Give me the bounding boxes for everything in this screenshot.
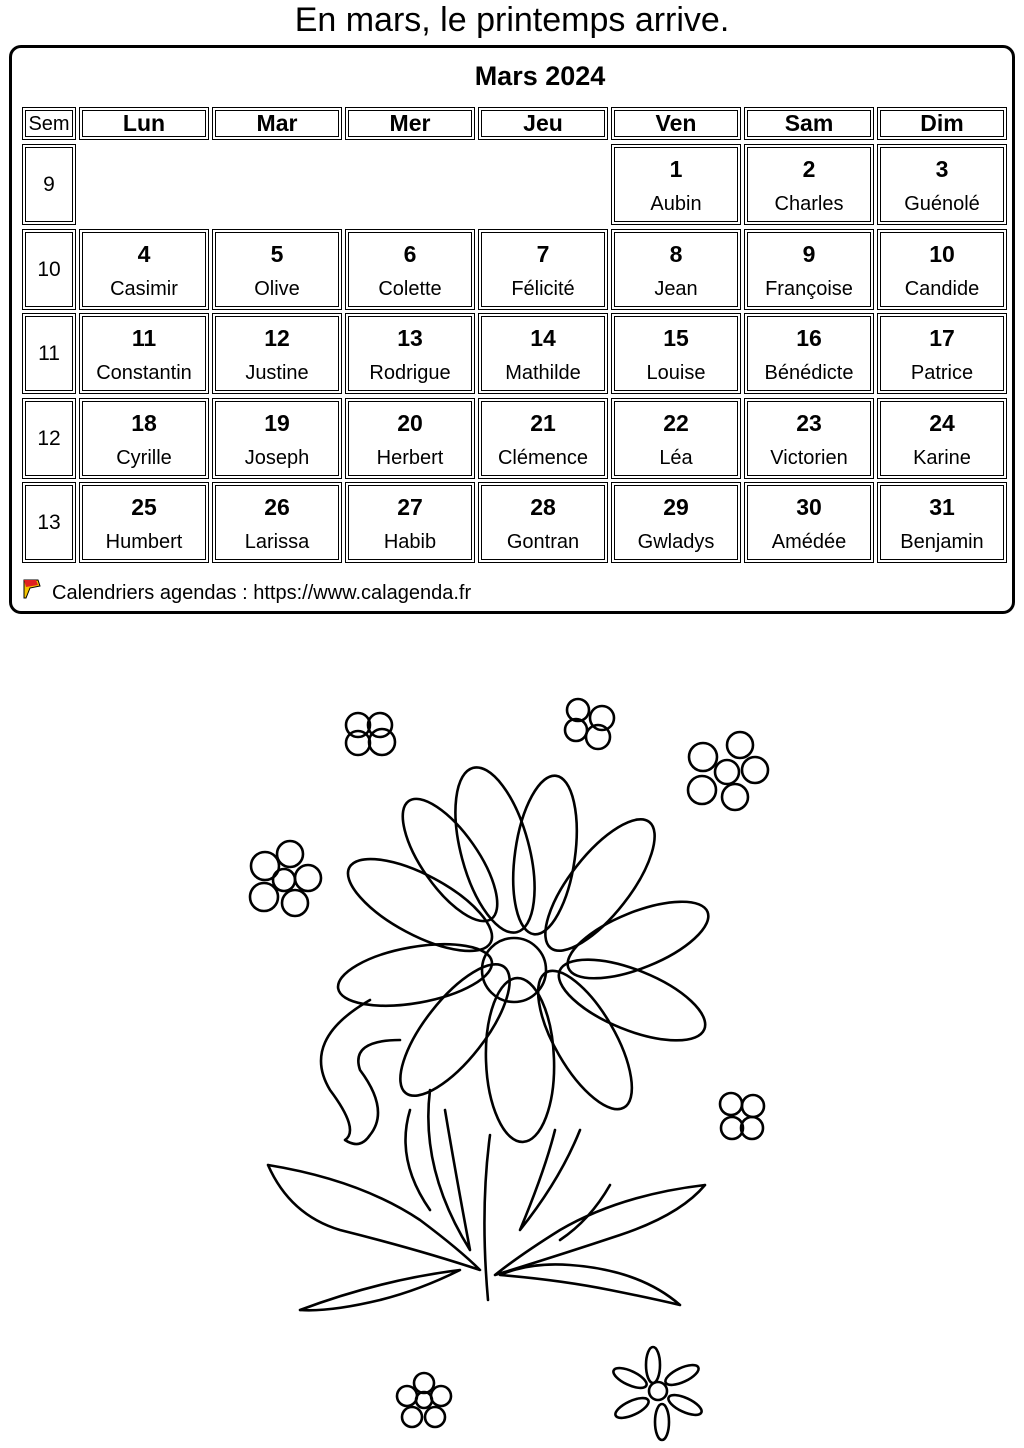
day-cell[interactable] bbox=[744, 398, 874, 479]
saint-name: Léa bbox=[659, 447, 693, 469]
day-header-mar: Mar bbox=[212, 107, 342, 140]
small-flower-icon bbox=[720, 1093, 764, 1139]
day-cell[interactable] bbox=[877, 398, 1007, 479]
small-flower-icon bbox=[397, 1373, 451, 1427]
page-headline: En mars, le printemps arrive. bbox=[294, 1, 730, 39]
day-header-dim: Dim bbox=[877, 107, 1007, 140]
day-cell[interactable] bbox=[345, 482, 475, 563]
saint-name: Joseph bbox=[244, 447, 310, 469]
saint-name: Charles bbox=[774, 193, 844, 215]
day-cell[interactable] bbox=[611, 229, 741, 310]
day-cell[interactable] bbox=[744, 482, 874, 563]
day-number: 24 bbox=[929, 410, 955, 436]
flower-coloring-icon bbox=[0, 640, 1024, 1448]
day-number: 30 bbox=[796, 494, 822, 520]
day-header-ven: Ven bbox=[611, 107, 741, 140]
day-number: 15 bbox=[663, 325, 689, 351]
saint-name: Félicité bbox=[511, 278, 575, 300]
day-number: 13 bbox=[397, 325, 423, 351]
day-cell[interactable] bbox=[345, 313, 475, 394]
saint-name: Patrice bbox=[910, 362, 974, 384]
saint-name: Louise bbox=[646, 362, 706, 384]
week-column-header: Sem bbox=[22, 107, 76, 140]
day-number: 19 bbox=[264, 410, 290, 436]
week-number: 11 bbox=[22, 313, 76, 394]
day-cell[interactable] bbox=[744, 229, 874, 310]
day-cell[interactable] bbox=[611, 398, 741, 479]
day-number: 4 bbox=[137, 241, 151, 267]
saint-name: Constantin bbox=[96, 362, 192, 384]
saint-name: Gontran bbox=[506, 531, 580, 553]
day-header-lun: Lun bbox=[79, 107, 209, 140]
calendar-title: Mars 2024 bbox=[474, 61, 606, 91]
day-cell[interactable] bbox=[478, 229, 608, 310]
small-flower-icon bbox=[688, 732, 768, 810]
day-number: 2 bbox=[802, 156, 816, 182]
saint-name: Gwladys bbox=[637, 531, 715, 553]
daisy-icon bbox=[611, 1347, 705, 1440]
day-header-sam: Sam bbox=[744, 107, 874, 140]
saint-name: Bénédicte bbox=[764, 362, 854, 384]
day-cell[interactable] bbox=[79, 398, 209, 479]
day-number: 20 bbox=[397, 410, 423, 436]
saint-name: Larissa bbox=[244, 531, 310, 553]
saint-name: Aubin bbox=[650, 193, 702, 215]
saint-name: Habib bbox=[383, 531, 437, 553]
day-cell[interactable] bbox=[877, 144, 1007, 225]
saint-name: Humbert bbox=[105, 531, 183, 553]
day-cell[interactable] bbox=[611, 313, 741, 394]
day-number: 16 bbox=[796, 325, 822, 351]
week-number: 12 bbox=[22, 398, 76, 479]
small-flower-icon bbox=[346, 713, 395, 755]
saint-name: Clémence bbox=[497, 447, 589, 469]
week-number: 10 bbox=[22, 229, 76, 310]
saint-name: Herbert bbox=[376, 447, 444, 469]
small-flower-icon bbox=[250, 841, 321, 916]
day-cell[interactable] bbox=[79, 229, 209, 310]
day-cell[interactable] bbox=[744, 313, 874, 394]
day-cell[interactable] bbox=[212, 398, 342, 479]
day-number: 9 bbox=[802, 241, 816, 267]
day-number: 10 bbox=[929, 241, 955, 267]
footer-link[interactable]: Calendriers agendas : https://www.calagenda.fr bbox=[52, 582, 472, 604]
big-flower-icon bbox=[333, 759, 718, 1143]
day-number: 26 bbox=[264, 494, 290, 520]
day-header-jeu: Jeu bbox=[478, 107, 608, 140]
day-cell[interactable] bbox=[877, 229, 1007, 310]
day-number: 23 bbox=[796, 410, 822, 436]
day-number: 11 bbox=[131, 325, 157, 351]
day-header-mer: Mer bbox=[345, 107, 475, 140]
day-cell[interactable] bbox=[212, 482, 342, 563]
day-cell[interactable] bbox=[877, 482, 1007, 563]
saint-name: Cyrille bbox=[116, 447, 172, 469]
day-number: 7 bbox=[536, 241, 550, 267]
saint-name: Casimir bbox=[110, 278, 178, 300]
day-cell[interactable] bbox=[478, 482, 608, 563]
saint-name: Benjamin bbox=[900, 531, 984, 553]
day-number: 22 bbox=[663, 410, 689, 436]
day-number: 1 bbox=[669, 156, 683, 182]
saint-name: Karine bbox=[913, 447, 971, 469]
day-cell[interactable] bbox=[478, 398, 608, 479]
saint-name: Victorien bbox=[770, 447, 848, 469]
day-cell[interactable] bbox=[79, 482, 209, 563]
day-cell[interactable] bbox=[345, 229, 475, 310]
day-number: 14 bbox=[530, 325, 556, 351]
week-number: 13 bbox=[22, 482, 76, 563]
day-number: 8 bbox=[669, 241, 683, 267]
day-cell[interactable] bbox=[611, 144, 741, 225]
saint-name: Jean bbox=[654, 278, 698, 300]
day-number: 31 bbox=[929, 494, 955, 520]
day-cell[interactable] bbox=[611, 482, 741, 563]
saint-name: Amédée bbox=[771, 531, 847, 553]
day-number: 5 bbox=[270, 241, 284, 267]
saint-name: Colette bbox=[378, 278, 442, 300]
day-cell[interactable] bbox=[877, 313, 1007, 394]
saint-name: Françoise bbox=[765, 278, 853, 300]
day-number: 12 bbox=[264, 325, 290, 351]
day-number: 3 bbox=[935, 156, 949, 182]
saint-name: Candide bbox=[904, 278, 980, 300]
day-number: 18 bbox=[131, 410, 157, 436]
calagenda-logo-icon[interactable] bbox=[22, 578, 42, 600]
day-cell[interactable] bbox=[744, 144, 874, 225]
day-cell[interactable] bbox=[212, 229, 342, 310]
small-flower-icon bbox=[565, 699, 614, 749]
day-number: 27 bbox=[397, 494, 423, 520]
saint-name: Guénolé bbox=[904, 193, 980, 215]
saint-name: Mathilde bbox=[505, 362, 581, 384]
week-number: 9 bbox=[22, 144, 76, 225]
day-cell[interactable] bbox=[478, 313, 608, 394]
day-number: 6 bbox=[403, 241, 417, 267]
saint-name: Rodrigue bbox=[369, 362, 451, 384]
day-cell[interactable] bbox=[345, 398, 475, 479]
day-cell[interactable] bbox=[212, 313, 342, 394]
saint-name: Justine bbox=[245, 362, 309, 384]
day-number: 29 bbox=[663, 494, 689, 520]
day-cell[interactable] bbox=[79, 313, 209, 394]
day-number: 17 bbox=[929, 325, 955, 351]
day-number: 21 bbox=[530, 410, 556, 436]
saint-name: Olive bbox=[254, 278, 300, 300]
day-number: 28 bbox=[530, 494, 556, 520]
day-number: 25 bbox=[131, 494, 157, 520]
